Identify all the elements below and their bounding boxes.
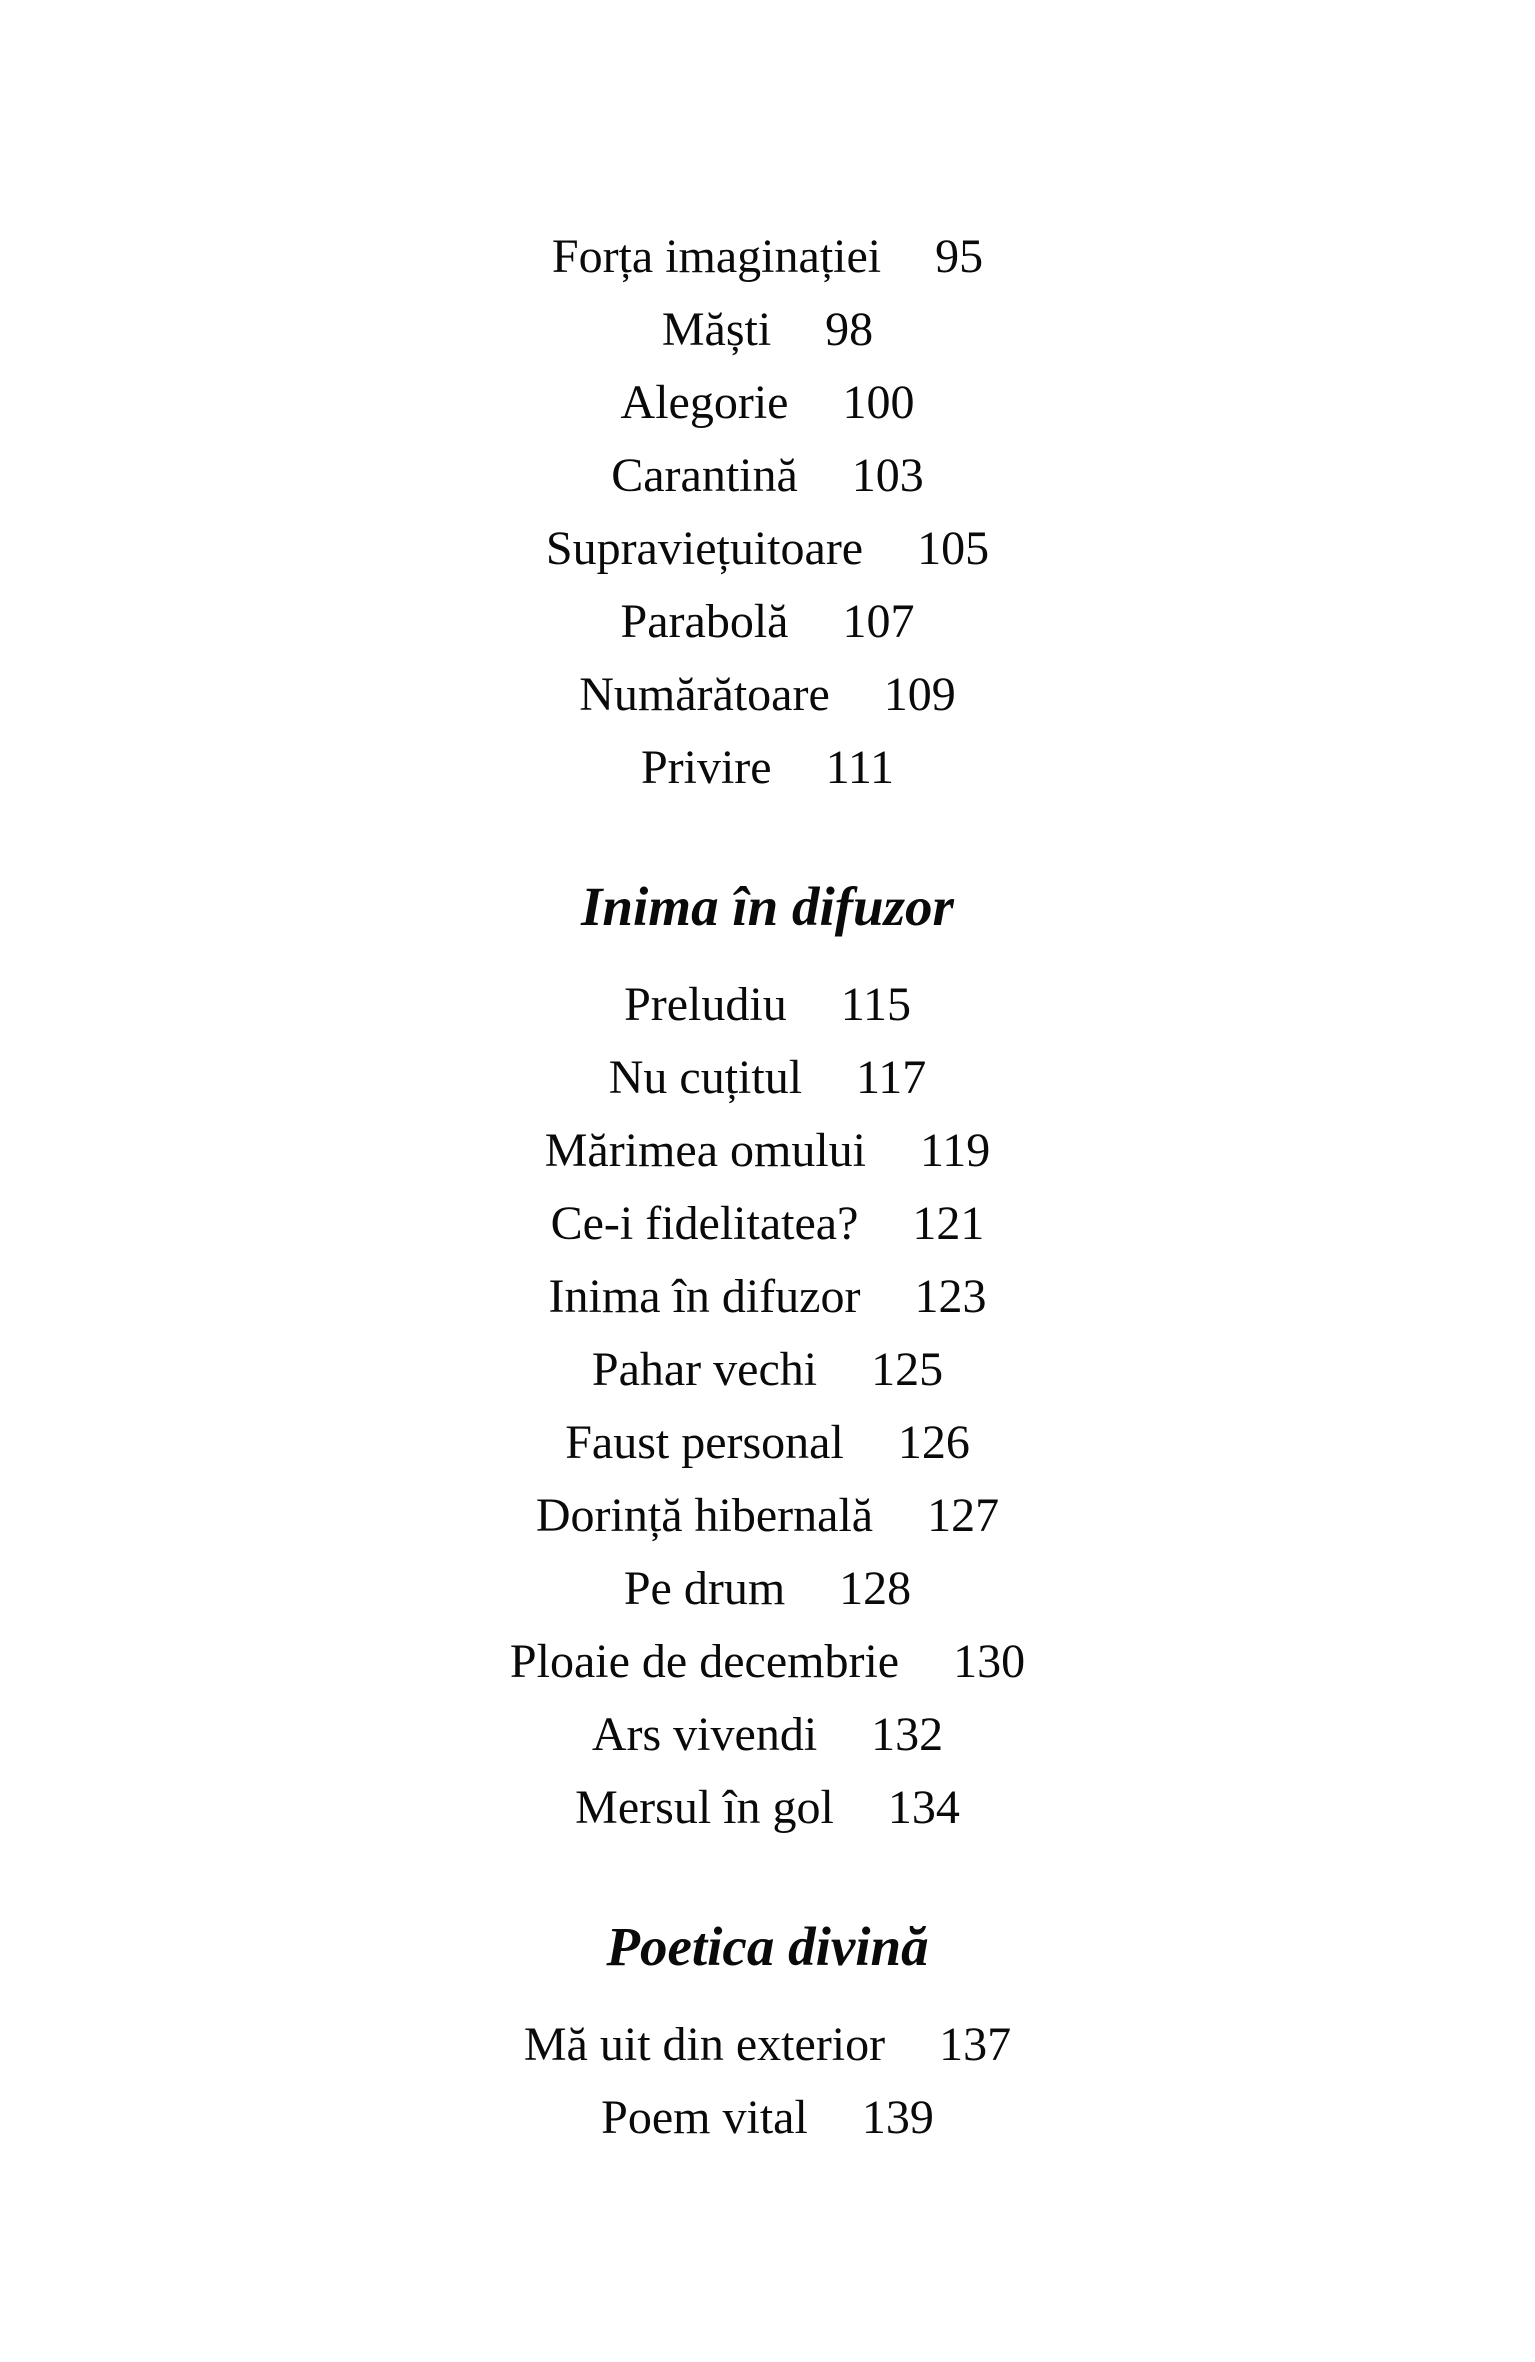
toc-entry-title: Ars vivendi	[591, 1708, 818, 1761]
toc-entry-page-number: 115	[840, 978, 911, 1031]
toc-entry-page-number: 127	[927, 1489, 1000, 1542]
toc-entry-page-number: 103	[851, 449, 924, 502]
toc-entry	[0, 1187, 1535, 1260]
toc-entry-page-number: 98	[825, 303, 874, 356]
toc-entry-page-number: 128	[839, 1562, 912, 1615]
toc-entry	[0, 1333, 1535, 1406]
toc-section-continued	[0, 220, 1535, 804]
toc-entry	[0, 1698, 1535, 1771]
toc-entry-title: Dorință hibernală	[535, 1489, 874, 1542]
toc-entry-page-number: 137	[939, 2018, 1012, 2071]
toc-entry-list	[0, 2008, 1535, 2154]
toc-entry-page-number: 130	[953, 1635, 1026, 1688]
toc-entry	[0, 1479, 1535, 1552]
toc-entry-title: Alegorie	[620, 376, 789, 429]
toc-entry	[0, 293, 1535, 366]
toc-section-inima-in-difuzor	[0, 870, 1535, 1844]
toc-entry-title: Mersul în gol	[575, 1781, 834, 1834]
toc-entry-title: Faust personal	[565, 1416, 844, 1469]
toc-entry	[0, 512, 1535, 585]
toc-entry-list	[0, 220, 1535, 804]
toc-section-poetica-divina	[0, 1910, 1535, 2154]
section-heading: Poetica divină	[606, 1916, 929, 1977]
toc-entry-title: Forța imaginației	[551, 230, 882, 283]
section-heading: Inima în difuzor	[581, 876, 954, 937]
toc-entry-page-number: 109	[883, 668, 956, 721]
toc-entry-title: Măști	[661, 303, 772, 356]
toc-entry-title: Nu cuțitul	[608, 1051, 803, 1104]
toc-entry-title: Supraviețuitoare	[545, 522, 864, 575]
toc-entry	[0, 658, 1535, 731]
toc-entry	[0, 585, 1535, 658]
toc-entry	[0, 1771, 1535, 1844]
toc-entry	[0, 1260, 1535, 1333]
toc-entry	[0, 1114, 1535, 1187]
toc-entry	[0, 439, 1535, 512]
toc-entry-page-number: 117	[856, 1051, 927, 1104]
toc-entry-page-number: 100	[842, 376, 915, 429]
toc-entry-page-number: 119	[920, 1124, 991, 1177]
toc-entry-title: Pe drum	[623, 1562, 786, 1615]
toc-entry-title: Privire	[640, 741, 772, 794]
toc-entry-page-number: 132	[871, 1708, 944, 1761]
toc-entry-page-number: 121	[912, 1197, 985, 1250]
toc-entry-title: Preludiu	[624, 978, 787, 1031]
toc-entry-page-number: 125	[871, 1343, 944, 1396]
toc-entry-title: Ploaie de decembrie	[509, 1635, 900, 1688]
toc-entry-page-number: 95	[935, 230, 984, 283]
toc-entry	[0, 220, 1535, 293]
toc-entry-title: Pahar vechi	[591, 1343, 818, 1396]
toc-entry-list	[0, 968, 1535, 1844]
toc-entry-page-number: 107	[842, 595, 915, 648]
toc-entry-title: Numărătoare	[579, 668, 830, 721]
toc-entry-page-number: 134	[887, 1781, 960, 1834]
toc-entry-page-number: 111	[825, 741, 895, 794]
toc-entry	[0, 1552, 1535, 1625]
toc-entry-page-number: 123	[914, 1270, 987, 1323]
toc-entry-title: Mărimea omului	[544, 1124, 867, 1177]
toc-entry	[0, 366, 1535, 439]
toc-entry	[0, 1625, 1535, 1698]
toc-entry	[0, 1406, 1535, 1479]
toc-entry-page-number: 139	[861, 2091, 934, 2144]
toc-entry-title: Inima în difuzor	[548, 1270, 861, 1323]
toc-entry	[0, 731, 1535, 804]
toc-entry-title: Poem vital	[601, 2091, 808, 2144]
toc-entry	[0, 2081, 1535, 2154]
toc-entry	[0, 2008, 1535, 2081]
toc-entry	[0, 1041, 1535, 1114]
toc-entry-title: Parabolă	[620, 595, 789, 648]
toc-entry-title: Ce-i fidelitatea?	[550, 1197, 859, 1250]
toc-entry-title: Carantină	[611, 449, 798, 502]
toc-entry	[0, 968, 1535, 1041]
toc-entry-page-number: 105	[917, 522, 990, 575]
toc-entry-page-number: 126	[897, 1416, 970, 1469]
toc-entry-title: Mă uit din exterior	[523, 2018, 886, 2071]
